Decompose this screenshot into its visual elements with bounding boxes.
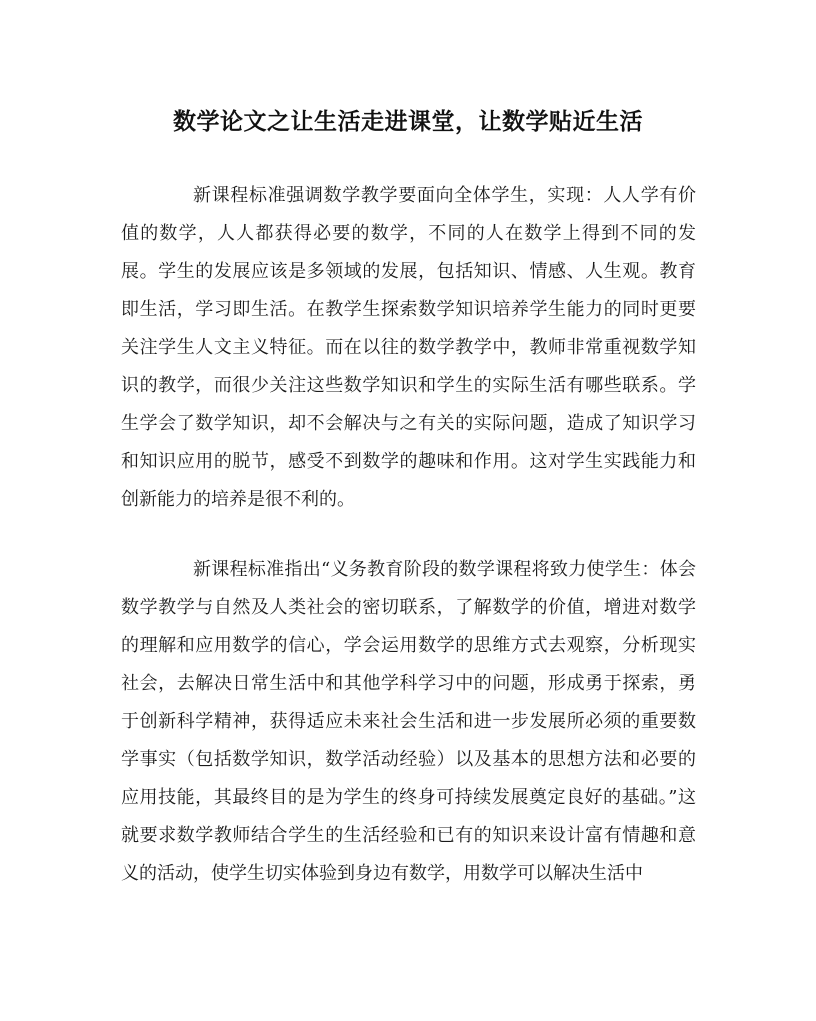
- paragraph-2: 新课程标准指出“义务教育阶段的数学课程将致力使学生：体会数学教学与自然及人类社会的密切联系，了解数学的价值，增进对数学的理解和应用数学的信心，学会运用数学的思维方式去观察，分析现实社会，去解决日常生活中和其他学科学习中的问题，形成勇于探索，勇于创新科学精神，获得适应未来社会生活和进一步发展所必须的重要数学事实（包括数学知识，数学活动经验）以及基本的思想方法和必要的应用技能，其最终目的是为学生的终身可持续发展奠定良好的基础。”这就要求数学教师结合学生的生活经验和已有的知识来设计富有情趣和意义的活动，使学生切实体验到身边有数学，用数学可以解决生活中: [121, 559, 696, 884]
- document-title: 数学论文之让生活走进课堂，让数学贴近生活: [173, 108, 643, 135]
- paragraph-1: 新课程标准强调数学教学要面向全体学生，实现：人人学有价值的数学，人人都获得必要的数学，不同的人在数学上得到不同的发展。学生的发展应该是多领域的发展，包括知识、情感、人生观。教育即生活，学习即生活。在教学生探索数学知识培养学生能力的同时更要关注学生人文主义特征。而在以往的数学教学中，教师非常重视数学知识的教学，而很少关注这些数学知识和学生的实际生活有哪些联系。学生学会了数学知识，却不会解决与之有关的实际问题，造成了知识学习和知识应用的脱节，感受不到数学的趣味和作用。这对学生实践能力和创新能力的培养是很不利的。: [121, 185, 696, 510]
